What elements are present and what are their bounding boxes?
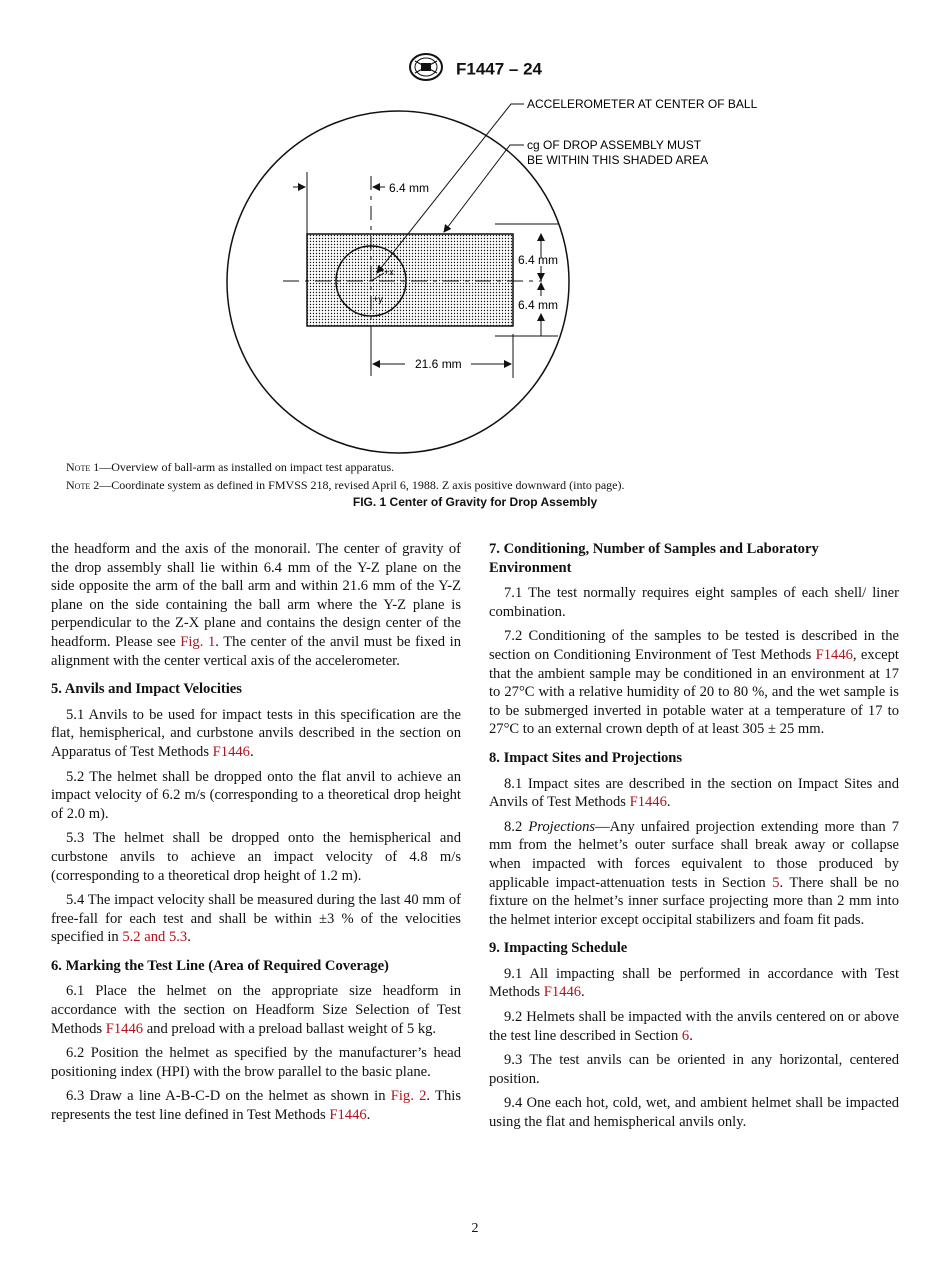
section-6-link[interactable]: 6: [681, 1027, 690, 1044]
f1446-link[interactable]: F1446: [815, 646, 853, 663]
dim-bottom-label: 21.6 mm: [415, 357, 462, 371]
para-9-4: 9.4 One each hot, cold, wet, and ambient helmet shall be impacted using the flat and hemispherical anvils only.: [489, 1095, 899, 1131]
astm-logo: [408, 52, 444, 87]
axis-x-label: +x: [384, 267, 394, 277]
para-8-1: 8.1 Impact sites are described in the section on Impact Sites and Anvils of Test Methods F1446.: [489, 775, 899, 811]
dim-top-label: 6.4 mm: [389, 181, 430, 195]
para-5-2: 5.2 The helmet shall be dropped onto the flat anvil to achieve an impact velocity of 6.2 m/s (corresponding to a theoretical drop height of 2.0 m).: [51, 768, 461, 822]
left-column: [51, 540, 461, 1131]
figure-caption: FIG. 1 Center of Gravity for Drop Assembly: [352, 495, 598, 509]
callout-accelerometer: ACCELEROMETER AT CENTER OF BALL: [527, 97, 758, 111]
section-5-heading: 5. Anvils and Impact Velocities: [51, 681, 242, 698]
para-6-2: 6.2 Position the helmet as specified by the manufacturer’s head positioning index (HPI) with the brow parallel to the basic plane.: [51, 1045, 461, 1080]
section-8-heading: 8. Impact Sites and Projections: [489, 749, 683, 766]
para-6-3: 6.3 Draw a line A-B-C-D on the helmet as shown in Fig. 2. This represents the test line defined in Test Methods F1446.: [51, 1088, 461, 1124]
f1446-link[interactable]: F1446: [329, 1107, 367, 1124]
section-9-heading: 9. Impacting Schedule: [489, 940, 628, 957]
page-header: [0, 52, 950, 87]
para-9-3: 9.3 The test anvils can be oriented in any horizontal, centered position.: [489, 1052, 899, 1087]
para-5-3: 5.3 The helmet shall be dropped onto the hemispherical and curbstone anvils to achieve an impact velocity of 4.8 m/s (corresponding to a theoretical drop height of 1.2 m).: [51, 830, 461, 884]
para-9-1: 9.1 All impacting shall be performed in accordance with Test Methods F1446.: [489, 965, 899, 1001]
dim-right-upper-label: 6.4 mm: [518, 253, 559, 267]
dim-right-lower-label: 6.4 mm: [518, 298, 559, 312]
ref-5-2-5-3-link[interactable]: 5.2 and 5.3: [122, 929, 188, 946]
para-8-2: 8.2 Projections—Any unfaired projection extending more than 7 mm from the helmet’s outer surface shall break away or collapse when impacted with forces equivalent to those produced by applicable impact-attenuation tests in Section 5. There shall be no fixture on the helmet’s inner surface projecting more than 2 mm into the helmet interior except occipital stabilizers and foam fit pads.: [489, 818, 900, 928]
para-7-1: 7.1 The test normally requires eight samples of each shell/ liner combination.: [489, 585, 899, 620]
para-6-1: 6.1 Place the helmet on the appropriate size headform in accordance with the section on Headform Size Selection of Test Methods F1446 and preload with a preload ballast weight of 5 kg.: [51, 983, 461, 1037]
f1446-link[interactable]: F1446: [543, 984, 582, 1001]
right-column: [489, 540, 899, 1138]
note-2: Note 2—Coordinate system as defined in FMVSS 218, revised April 6, 1988. Z axis positive downward (into page).: [66, 478, 625, 492]
section-6-heading: 6. Marking the Test Line (Area of Required Coverage): [51, 957, 389, 974]
para-5-4: 5.4 The impact velocity shall be measured during the last 40 mm of free-fall for each test and shall be within ±3 % of the velocities specified in 5.2 and 5.3.: [51, 892, 461, 946]
paragraph-continued: the headform and the axis of the monorail. The center of gravity of the drop assembly shall lie within 6.4 mm of the Y-Z plane on the side opposite the arm of the ball arm and within 21.6 mm of the Y-Z plane on the side containing the ball arm where the Y-Z plane is perpendicular to the Z-X plane and contains the design center of the headform. Please see Fig. 1. The center of the anvil must be fixed in alignment with the center vertical axis of the accelerometer.: [51, 541, 461, 669]
section-7-heading: 7. Conditioning, Number of Samples and Laboratory Environment: [489, 541, 819, 576]
para-5-1: 5.1 Anvils to be used for impact tests in this specification are the flat, hemispherical, and curbstone anvils described in the section on Apparatus of Test Methods F1446.: [51, 706, 461, 760]
cg-shaded-area: [307, 234, 513, 326]
page-number: 2: [471, 1221, 479, 1236]
f1446-link[interactable]: F1446: [212, 743, 250, 760]
section-5-link[interactable]: 5: [772, 874, 780, 891]
callout-cg-line1: cg OF DROP ASSEMBLY MUST: [527, 138, 702, 152]
axis-y-label: +y: [373, 294, 383, 304]
figure-notes: [66, 458, 886, 494]
para-7-2: 7.2 Conditioning of the samples to be tested is described in the section on Conditioning Environment of Test Methods F1446, except that the ambient sample may be conditioned in an environment at 17 to 27°C with a relative humidity of 20 to 80 %, and the wet sample is to be submerged inverted in potable water at a temperature of 17 to 27°C to an external crown depth of at least 305 ± 25 mm.: [489, 628, 899, 738]
para-9-2: 9.2 Helmets shall be impacted with the anvils centered on or above the test line described in Section 6.: [489, 1009, 899, 1044]
note-1: Note 1—Overview of ball-arm as installed on impact test apparatus.: [66, 460, 395, 474]
callout-cg-line2: BE WITHIN THIS SHADED AREA: [527, 153, 709, 167]
document-number: F1447 – 24: [455, 59, 542, 79]
f1446-link[interactable]: F1446: [629, 794, 667, 811]
fig2-link[interactable]: Fig. 2: [390, 1088, 427, 1105]
fig1-link[interactable]: Fig. 1: [180, 633, 216, 650]
f1446-link[interactable]: F1446: [105, 1020, 144, 1037]
figure-drop-assembly-diagram: [0, 88, 950, 458]
